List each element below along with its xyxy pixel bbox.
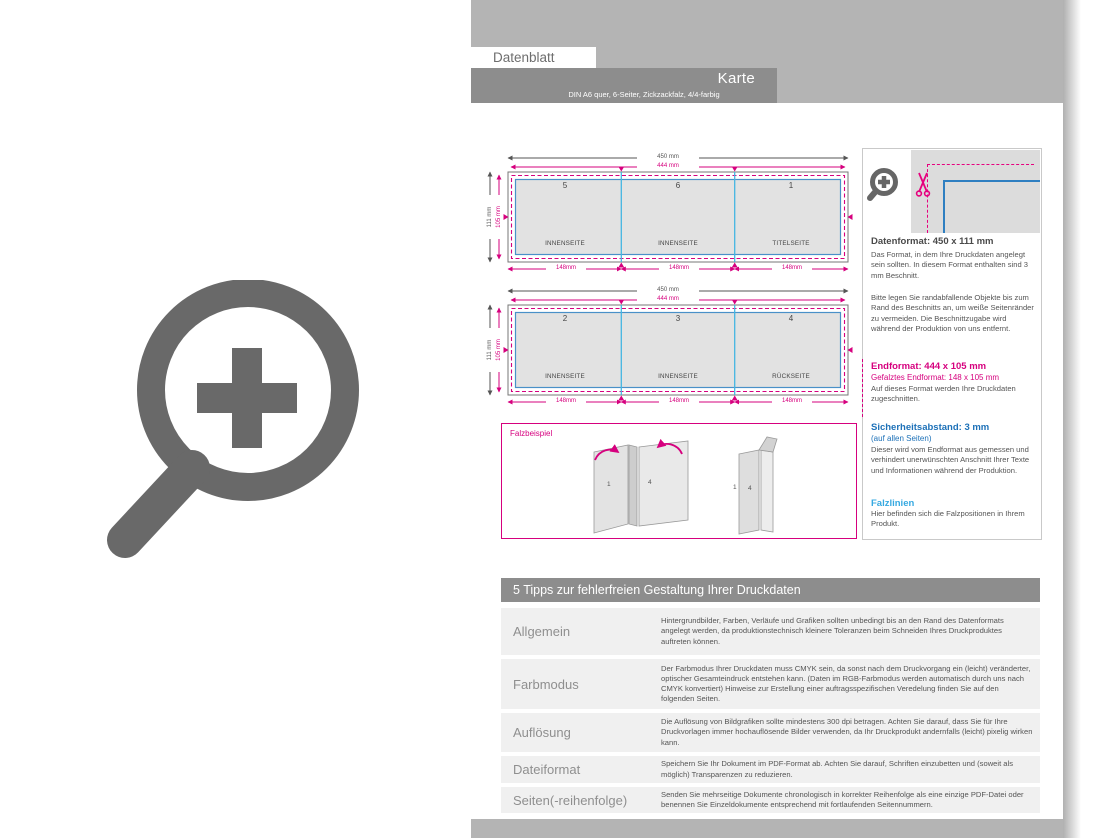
dim-total-width: 450 mm — [637, 154, 699, 161]
sicherheitsabstand-subtitle: (auf allen Seiten) — [871, 434, 932, 443]
viewer-band-bottom — [471, 819, 1063, 838]
endformat-body: Auf dieses Format werden Ihre Druckdaten zugeschnitten. — [871, 384, 1016, 404]
panel-caption: TITELSEITE — [772, 240, 810, 247]
bleed-line-horizontal — [927, 164, 1034, 165]
dim-final-width: 444 mm — [637, 296, 699, 303]
datenblatt-tab: Datenblatt — [489, 47, 596, 68]
tip-text: Speichern Sie Ihr Dokument im PDF-Format ab. Achten Sie darauf, Schriften einzubetten und (soweit als möglich) Transparenzen zu reduzieren. — [661, 759, 1014, 779]
panel-caption: INNENSEITE — [658, 240, 698, 247]
panel-number: 1 — [788, 181, 794, 190]
tip-row-farbmodus — [501, 659, 1040, 709]
format-info-panel — [862, 148, 1042, 540]
endformat-title: Endformat: 444 x 105 mm — [871, 361, 987, 372]
dim-total-width: 450 mm — [637, 287, 699, 294]
tip-text: Die Auflösung von Bildgrafiken sollte mindestens 300 dpi betragen. Achten Sie darauf, dass Sie für Ihre Druckvorlagen immer hochauflösende Bilder verwenden, da Ihr Druckprodukt andernfalls (leicht) pixelig wirken kann. — [661, 717, 1033, 747]
tip-row-seitenreihenfolge — [501, 787, 1040, 813]
title-bar — [471, 68, 777, 103]
trim-line-vertical — [943, 180, 945, 233]
panel-caption: INNENSEITE — [545, 373, 585, 380]
panel-number: 5 — [562, 181, 568, 190]
fold-panel-number: 1 — [607, 481, 611, 488]
magnifier-icon — [865, 165, 905, 207]
dim-panel-width: 148mm — [546, 265, 586, 272]
panel-caption: INNENSEITE — [658, 373, 698, 380]
panel-number: 4 — [788, 314, 794, 323]
tip-label: Seiten(-reihenfolge) — [513, 792, 628, 808]
datenformat-title: Datenformat: 450 x 111 mm — [871, 236, 994, 247]
scissors-icon — [914, 170, 932, 198]
panel-caption: INNENSEITE — [545, 240, 585, 247]
dim-panel-width: 148mm — [772, 265, 812, 272]
datenformat-body2: Bitte legen Sie randabfallende Objekte bis zum Rand des Beschnitts an, um weiße Seitenränder zu vermeiden. Die Beschnittzugabe wird während der Produktion von uns entfernt. — [871, 293, 1034, 333]
dim-panel-width: 148mm — [659, 265, 699, 272]
tip-text: Der Farbmodus Ihrer Druckdaten muss CMYK sein, da sonst nach dem Druckvorgang ein (leicht) veränderter, optischer Gesamteindruck entstehen kann. (Daten im RGB-Farbmodus werden automatisch durch uns nach CMYK konvertiert) Hinweise zur Erstellung einer auftragsspezifischen Veredelung finden Sie auf den folgenden Seiten. — [661, 663, 1031, 704]
tip-row-dateiformat — [501, 756, 1040, 783]
dim-total-height: 111 mm — [486, 328, 494, 372]
dim-total-height: 111 mm — [486, 195, 494, 239]
dim-final-width: 444 mm — [637, 163, 699, 170]
panel-caption: RÜCKSEITE — [772, 373, 810, 380]
trim-line-horizontal — [943, 180, 1040, 182]
sicherheitsabstand-body: Dieser wird vom Endformat aus gemessen und verhindert unerwünschten Anschnitt Ihrer Texte und Informationen während der Produktion. — [871, 445, 1030, 475]
zoom-magnifier-icon — [95, 280, 365, 580]
tip-row-allgemein — [501, 608, 1040, 655]
tip-label: Auflösung — [513, 725, 571, 740]
dim-panel-width: 148mm — [659, 398, 699, 405]
fold-panel-number: 4 — [748, 485, 752, 492]
tip-label: Allgemein — [513, 624, 571, 639]
panel-number: 2 — [562, 314, 568, 323]
viewer-band-top — [471, 0, 1063, 47]
dim-panel-width: 148mm — [546, 398, 586, 405]
datenformat-body: Das Format, in dem Ihre Druckdaten angelegt sein sollten. In diesem Format enthalten sind 3 mm Beschnitt. — [871, 250, 1029, 280]
tip-text: Hintergrundbilder, Farben, Verläufe und Grafiken sollten unbedingt bis an den Rand des Datenformats angelegt werden, da produktionstechnisch kleinere Toleranzen beim Schneiden Ihres Druckproduktes auftreten können. — [661, 616, 1004, 646]
sicherheitsabstand-title: Sicherheitsabstand: 3 mm — [871, 422, 990, 433]
page-subtitle: DIN A6 quer, 6-Seiter, Zickzackfalz, 4/4-farbig — [568, 90, 720, 99]
panel-number: 3 — [675, 314, 681, 323]
dim-final-height: 105 mm — [495, 195, 503, 239]
tips-header: 5 Tipps zur fehlerfreien Gestaltung Ihrer Druckdaten — [501, 578, 1040, 602]
tip-label: Dateiformat — [513, 762, 581, 777]
panel-number: 6 — [675, 181, 681, 190]
page-title: Karte — [717, 70, 755, 87]
fold-illustration — [502, 424, 856, 538]
fold-panel-number: 4 — [648, 479, 652, 486]
fold-panel-number: 1 — [733, 484, 737, 491]
falzbeispiel-box — [501, 423, 857, 539]
falzlinien-body: Hier befinden sich die Falzpositionen in Ihrem Produkt. — [871, 509, 1025, 529]
tip-text: Senden Sie mehrseitige Dokumente chronologisch in korrekter Reihenfolge als eine einzige PDF-Datei oder benennen Sie Einzeldokumente entsprechend mit fortlaufenden Seitennummern. — [661, 789, 1024, 809]
corner-detail-thumbnail — [911, 150, 1040, 233]
endformat-dash-marker — [862, 359, 863, 417]
tip-label: Farbmodus — [513, 676, 579, 692]
dim-panel-width: 148mm — [772, 398, 812, 405]
endformat-subtitle: Gefalztes Endformat: 148 x 105 mm — [871, 373, 1000, 382]
falzbeispiel-label: Falzbeispiel — [510, 429, 553, 438]
dim-final-height: 105 mm — [495, 328, 503, 372]
page-shadow — [1063, 0, 1081, 838]
tip-row-aufloesung — [501, 713, 1040, 752]
falzlinien-title: Falzlinien — [871, 498, 915, 509]
